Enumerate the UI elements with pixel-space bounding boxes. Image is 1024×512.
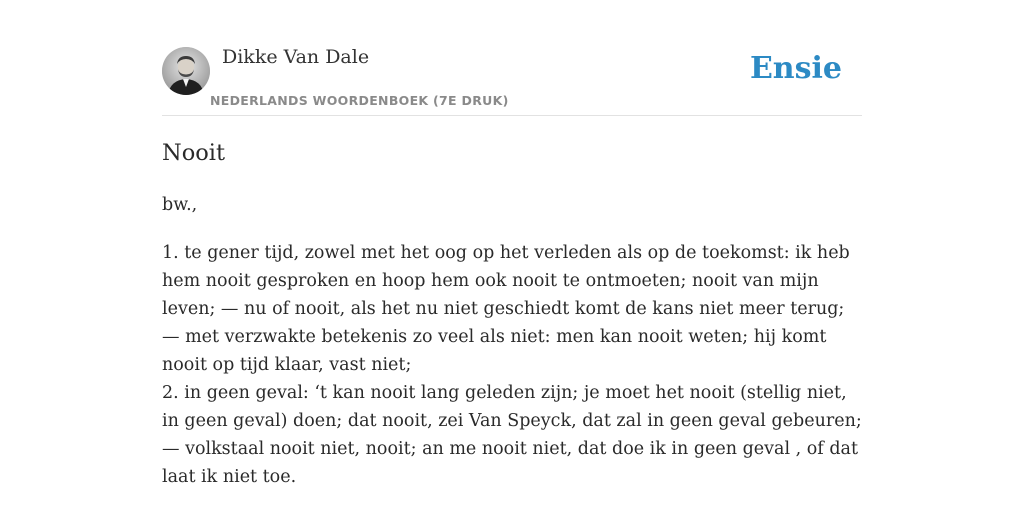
entry-header	[162, 0, 862, 116]
entry-definition	[162, 239, 867, 491]
author-portrait-icon	[162, 47, 210, 95]
dictionary-source[interactable]: NEDERLANDS WOORDENBOEK (7E DRUK)	[210, 93, 509, 108]
author-name[interactable]: Dikke Van Dale	[222, 46, 370, 68]
author-avatar[interactable]	[162, 47, 210, 95]
entry-card	[162, 0, 862, 512]
entry-title: Nooit	[162, 140, 226, 166]
definition-sense: 2. in geen geval: ‘t kan nooit lang geleden zijn; je moet het nooit (stellig niet, in geen geval) doen; dat nooit, zei Van Speyck, dat zal in geen geval gebeuren; — volkstaal nooit niet, nooit; an me nooit niet, dat doe ik in geen geval , of dat laat ik niet toe.	[162, 383, 862, 487]
definition-sense: 1. te gener tijd, zowel met het oog op het verleden als op de toekomst: ik heb hem nooit gesproken en hoop hem ook nooit te ontmoeten; nooit van mijn leven; — nu of nooit, als het nu niet geschiedt komt de kans niet meer terug; — met verzwakte betekenis zo veel als niet: men kan nooit weten; hij komt nooit op tijd klaar, vast niet;	[162, 243, 850, 375]
part-of-speech: bw.,	[162, 195, 198, 215]
ensie-logo[interactable]: Ensie	[749, 51, 842, 86]
